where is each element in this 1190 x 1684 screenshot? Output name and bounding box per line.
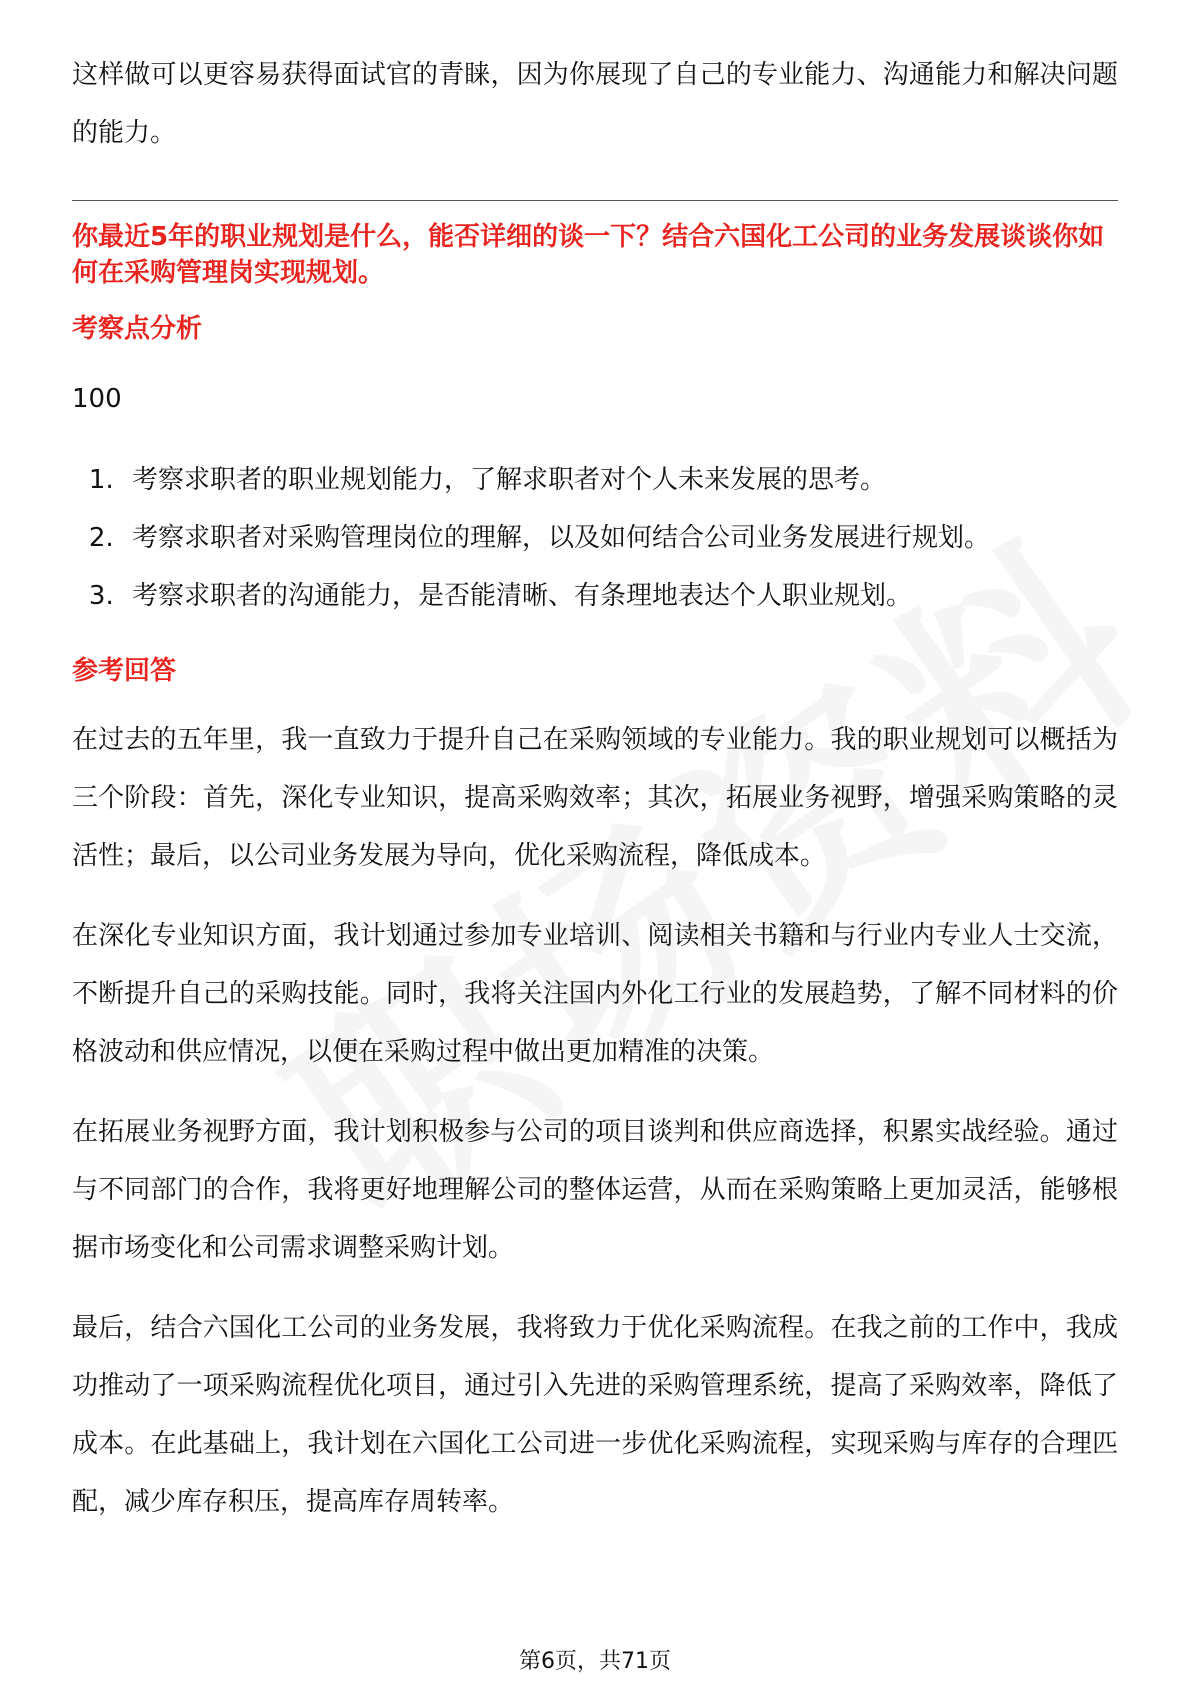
analysis-score: 100 [72, 384, 122, 414]
answer-paragraph: 在深化专业知识方面，我计划通过参加专业培训、阅读相关书籍和与行业内专业人士交流，不断提升自己的采购技能。同时，我将关注国内外化工行业的发展趋势，了解不同材料的价格波动和供应情况，以便在采购过程中做出更加精准的决策。 [72, 921, 1118, 1067]
answer-paragraph: 在过去的五年里，我一直致力于提升自己在采购领域的专业能力。我的职业规划可以概括为三个阶段：首先，深化专业知识，提高采购效率；其次，拓展业务视野，增强采购策略的灵活性；最后，以公司业务发展为导向，优化采购流程，降低成本。 [72, 725, 1118, 871]
analysis-heading: 考察点分析 [72, 314, 203, 344]
analysis-point: 1. 考察求职者的职业规划能力，了解求职者对个人未来发展的思考。 [122, 451, 1118, 509]
page-footer: 第6页，共71页 [519, 1649, 671, 1674]
answer-paragraph: 在拓展业务视野方面，我计划积极参与公司的项目谈判和供应商选择，积累实战经验。通过与不同部门的合作，我将更好地理解公司的整体运营，从而在采购策略上更加灵活，能够根据市场变化和公司需求调整采购计划。 [72, 1117, 1118, 1263]
question-title: 你最近5年的职业规划是什么，能否详细的谈一下？结合六国化工公司的业务发展谈谈你如何在采购管理岗实现规划。 [72, 222, 1105, 288]
analysis-points-list [72, 451, 1118, 625]
answer-paragraph: 最后，结合六国化工公司的业务发展，我将致力于优化采购流程。在我之前的工作中，我成功推动了一项采购流程优化项目，通过引入先进的采购管理系统，提高了采购效率，降低了成本。在此基础上，我计划在六国化工公司进一步优化采购流程，实现采购与库存的合理匹配，减少库存积压，提高库存周转率。 [72, 1313, 1118, 1517]
analysis-point: 3. 考察求职者的沟通能力，是否能清晰、有条理地表达个人职业规划。 [122, 567, 1118, 625]
answer-heading: 参考回答 [72, 656, 177, 686]
intro-paragraph: 这样做可以更容易获得面试官的青睐，因为你展现了自己的专业能力、沟通能力和解决问题的能力。 [72, 60, 1118, 148]
document-page [72, 40, 1118, 1531]
section-divider [72, 200, 1118, 201]
analysis-point: 2. 考察求职者对采购管理岗位的理解，以及如何结合公司业务发展进行规划。 [122, 509, 1118, 567]
